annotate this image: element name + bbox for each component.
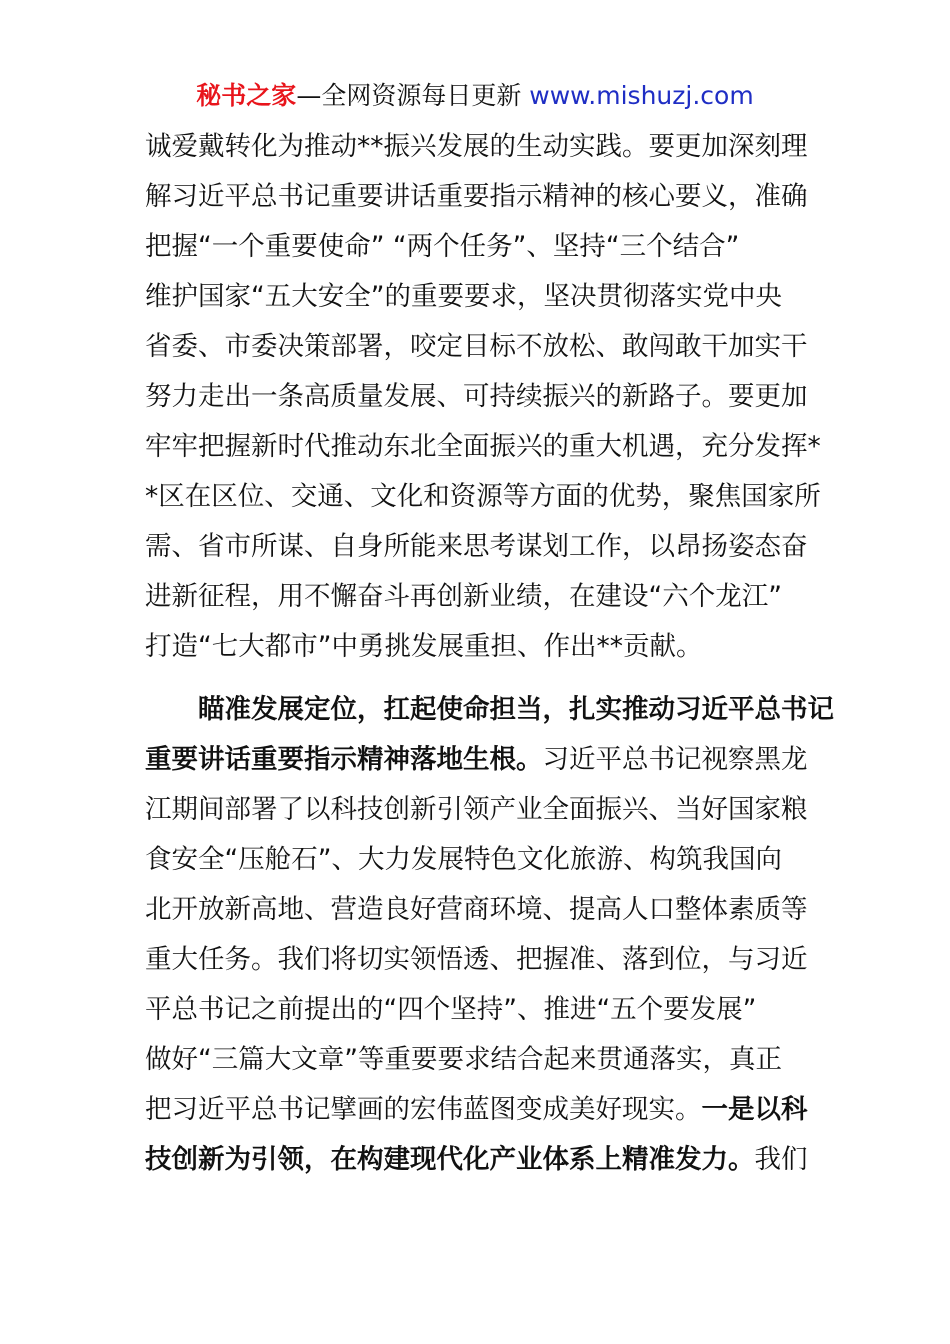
text-line: 江期间部署了以科技创新引领产业全面振兴、当好国家粮 — [145, 794, 808, 825]
site-url[interactable]: www.mishuzj.com — [529, 81, 754, 110]
text-line — [145, 1135, 810, 1185]
text-line: *区在区位、交通、文化和资源等方面的优势，聚焦国家所 — [145, 481, 821, 512]
text-line: 需、省市所谋、自身所能来思考谋划工作，以昂扬姿态奋 — [145, 531, 808, 562]
text-line — [145, 1085, 810, 1135]
text-line: 诚爱戴转化为推动**振兴发展的生动实践。要更加深刻理 — [145, 131, 808, 162]
page-header — [0, 78, 950, 114]
text-line: 进新征程，用不懈奋斗再创新业绩，在建设“六个龙江” — [145, 581, 782, 612]
text-line: 食安全“压舱石”、大力发展特色文化旅游、构筑我国向 — [145, 844, 782, 875]
text-line: 省委、市委决策部署，咬定目标不放松、敢闯敢干加实干 — [145, 331, 808, 362]
text-line — [145, 735, 810, 785]
text-run: 把习近平总书记擘画的宏伟蓝图变成美好现实。 — [145, 1094, 702, 1125]
subpoint-heading-end: 技创新为引领，在构建现代化产业体系上精准发力。 — [145, 1144, 755, 1175]
text-line: 维护国家“五大安全”的重要要求，坚决贯彻落实党中央 — [145, 281, 782, 312]
text-line: 北开放新高地、营造良好营商环境、提高人口整体素质等 — [145, 894, 808, 925]
text-line: 解习近平总书记重要讲话重要指示精神的核心要义，准确 — [145, 181, 808, 212]
paragraph-1 — [145, 122, 821, 672]
subpoint-heading-start: 一是以科 — [701, 1094, 808, 1125]
header-tagline: —全网资源每日更新 — [296, 81, 530, 110]
body-text — [145, 122, 834, 1185]
text-line: 打造“七大都市”中勇挑发展重担、作出**贡献。 — [145, 631, 703, 662]
brand-name: 秘书之家 — [196, 81, 297, 110]
text-line: 重大任务。我们将切实领悟透、把握准、落到位，与习近 — [145, 944, 808, 975]
section-heading-end: 重要讲话重要指示精神落地生根。 — [145, 744, 543, 775]
text-line: 牢牢把握新时代推动东北全面振兴的重大机遇，充分发挥* — [145, 431, 821, 462]
text-line: 努力走出一条高质量发展、可持续振兴的新路子。要更加 — [145, 381, 808, 412]
text-run: 习近平总书记视察黑龙 — [542, 744, 808, 775]
paragraph-spacing — [145, 672, 810, 685]
text-run: 我们 — [754, 1144, 808, 1175]
text-line: 做好“三篇大文章”等重要要求结合起来贯通落实，真正 — [145, 1044, 782, 1075]
text-line: 把握“一个重要使命” “两个任务”、坚持“三个结合” — [145, 231, 740, 262]
text-line: 平总书记之前提出的“四个坚持”、推进“五个要发展” — [145, 994, 757, 1025]
paragraph-2 — [145, 685, 834, 1185]
section-heading-line: 瞄准发展定位，扛起使命担当，扎实推动习近平总书记 — [145, 694, 834, 725]
